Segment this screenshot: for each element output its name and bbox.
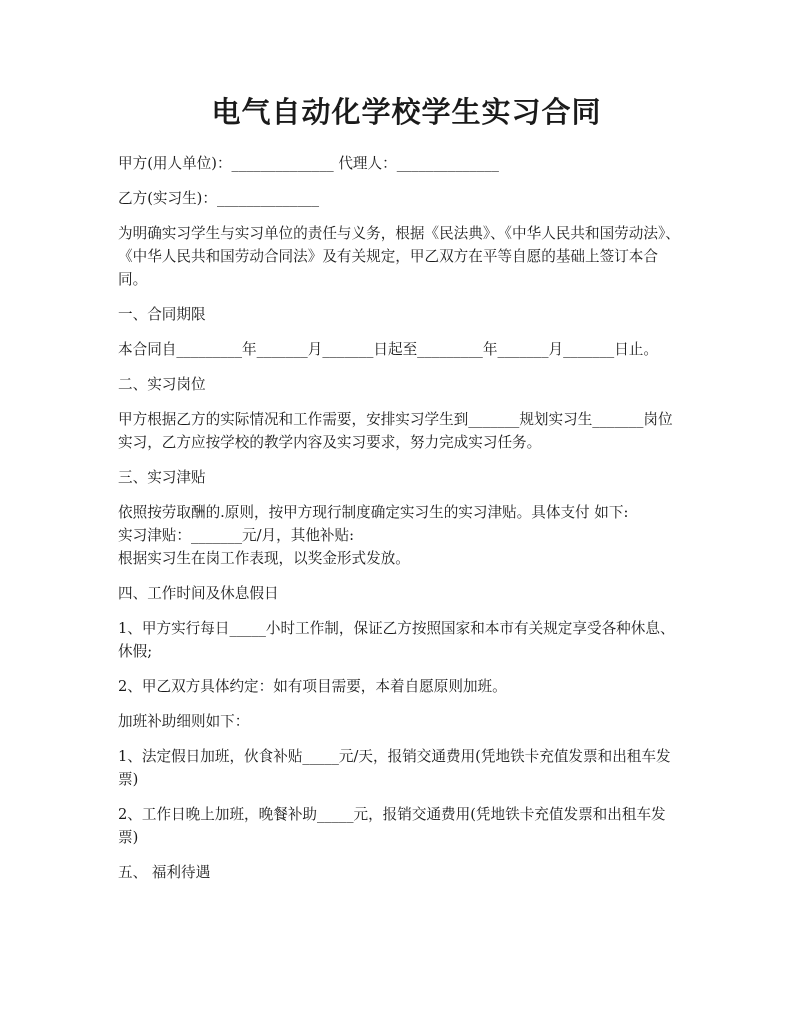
allowance-line-2: 实习津贴：_______元/月，其他补贴:: [118, 527, 355, 544]
allowance-line-3: 根据实习生在岗工作表现，以奖金形式发放。: [118, 550, 410, 567]
section-body-allowance: [118, 501, 683, 570]
section-heading-allowance: 三、实习津贴: [118, 469, 206, 486]
party-a-line: 甲方(用人单位)：______________ 代理人：______________: [118, 155, 499, 172]
hours-item-1: 1、甲方实行每日_____小时工作制，保证乙方按照国家和本市有关规定享受各种休息、休假;: [118, 620, 675, 660]
section-heading-hours: 四、工作时间及休息假日: [118, 585, 279, 602]
section-heading-benefits: 五、 福利待遇: [118, 864, 211, 881]
section-body-position: 甲方根据乙方的实际情况和工作需要，安排实习学生到_______规划实习生_______岗位实习，乙方应按学校的教学内容及实习要求，努力完成实习任务。: [118, 411, 673, 451]
overtime-item-2: 2、工作日晚上加班，晚餐补助_____元，报销交通费用(凭地铁卡充值发票和出租车发票): [118, 806, 666, 846]
page-title: 电气自动化学校学生实习合同: [211, 95, 602, 129]
overtime-item-1: 1、法定假日加班，伙食补贴_____元/天，报销交通费用(凭地铁卡充值发票和出租车发票): [118, 748, 671, 788]
section-body-term: 本合同自_________年_______月_______日起至_________年_______月_______日止。: [118, 341, 658, 358]
section-heading-position: 二、实习岗位: [118, 376, 206, 393]
intro-paragraph: 为明确实习学生与实习单位的责任与义务，根据《民法典》、《中华人民共和国劳动法》、《中华人民共和国劳动合同法》及有关规定，甲乙双方在平等自愿的基础上签订本合同。: [118, 225, 680, 288]
party-b-line: 乙方(实习生)：______________: [118, 190, 320, 207]
overtime-heading: 加班补助细则如下：: [118, 713, 250, 730]
contract-page: [118, 92, 683, 896]
allowance-line-1: 依照按劳取酬的.原则，按甲方现行制度确定实习生的实习津贴。具体支付 如下:: [118, 504, 629, 521]
section-heading-term: 一、合同期限: [118, 306, 206, 323]
hours-item-2: 2、甲乙双方具体约定：如有项目需要，本着自愿原则加班。: [118, 678, 507, 695]
